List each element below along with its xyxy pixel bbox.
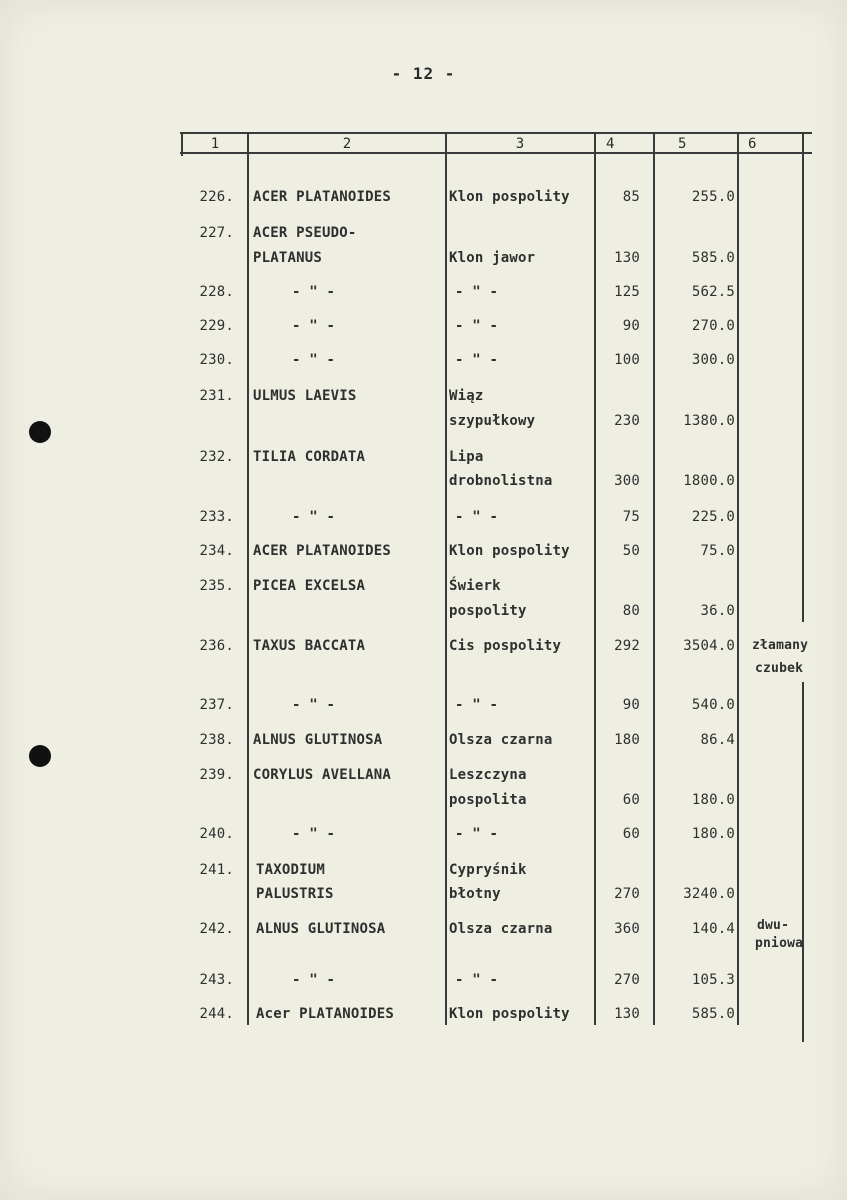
latin-name: TAXODIUM (256, 862, 326, 878)
value-col5: 540.0 (691, 697, 735, 713)
ditto-mark: - " - (292, 972, 336, 988)
value-col5: 75.0 (700, 543, 735, 559)
row-number: 242. (199, 921, 234, 937)
polish-name: Cis pospolity (449, 638, 562, 654)
remark-line2: czubek (755, 661, 804, 676)
polish-name: Klon pospolity (449, 189, 570, 205)
ditto-mark: - " - (292, 826, 336, 842)
column-rule (802, 132, 804, 622)
latin-name: ACER PSEUDO- (253, 225, 357, 241)
value-col4: 75 (622, 509, 640, 525)
value-col4: 270 (614, 972, 640, 988)
row-number: 236. (199, 638, 234, 654)
latin-name: ALNUS GLUTINOSA (253, 732, 383, 748)
polish-name-line2: błotny (449, 886, 501, 902)
ditto-mark: - " - (292, 352, 336, 368)
table-header-rule (180, 152, 812, 154)
column-header-5: 5 (678, 136, 687, 152)
column-header-6: 6 (748, 136, 757, 152)
ditto-mark: - " - (455, 509, 499, 525)
value-col5: 225.0 (691, 509, 735, 525)
polish-name: Leszczyna (449, 767, 527, 783)
value-col5: 562.5 (691, 284, 735, 300)
polish-name-line2: drobnolistna (449, 473, 553, 489)
column-rule (802, 682, 804, 1042)
value-col4: 125 (614, 284, 640, 300)
remark-line2: pniowa (755, 936, 804, 951)
value-col5: 3240.0 (683, 886, 735, 902)
remark: dwu- (757, 918, 790, 933)
value-col4: 300 (614, 473, 640, 489)
row-number: 244. (199, 1006, 234, 1022)
value-col4: 60 (622, 792, 640, 808)
latin-name: ULMUS LAEVIS (253, 388, 357, 404)
value-col5: 300.0 (691, 352, 735, 368)
ditto-mark: - " - (455, 972, 499, 988)
polish-name: Cypryśnik (449, 862, 527, 878)
value-col5: 270.0 (691, 318, 735, 334)
ditto-mark: - " - (455, 826, 499, 842)
row-number: 240. (199, 826, 234, 842)
value-col5: 140.4 (691, 921, 735, 937)
latin-name: PICEA EXCELSA (253, 578, 366, 594)
column-rule (594, 132, 596, 1025)
polish-name-line2: pospolity (449, 603, 527, 619)
ditto-mark: - " - (455, 697, 499, 713)
latin-name: Acer PLATANOIDES (256, 1006, 395, 1022)
latin-name: TILIA CORDATA (253, 449, 366, 465)
row-number: 238. (199, 732, 234, 748)
polish-name: Wiąz (449, 388, 484, 404)
table-top-rule (180, 132, 812, 134)
latin-name: CORYLUS AVELLANA (253, 767, 392, 783)
column-header-2: 2 (342, 136, 352, 152)
ditto-mark: - " - (455, 284, 499, 300)
value-col4: 230 (614, 413, 640, 429)
ditto-mark: - " - (455, 352, 499, 368)
polish-name: Klon jawor (449, 250, 536, 266)
ditto-mark: - " - (292, 318, 336, 334)
value-col4: 292 (614, 638, 640, 654)
value-col4: 180 (614, 732, 640, 748)
polish-name-line2: szypułkowy (449, 413, 536, 429)
column-header-3: 3 (515, 136, 525, 152)
remark: złamany (752, 638, 809, 653)
latin-name: TAXUS BACCATA (253, 638, 366, 654)
column-header-4: 4 (606, 136, 615, 152)
value-col4: 85 (622, 189, 640, 205)
value-col4: 80 (622, 603, 640, 619)
row-number: 234. (199, 543, 234, 559)
latin-name-line2: PLATANUS (253, 250, 323, 266)
polish-name: Klon pospolity (449, 543, 570, 559)
column-rule (737, 132, 739, 1025)
page-number: - 12 - (391, 64, 456, 83)
value-col5: 105.3 (691, 972, 735, 988)
polish-name: Klon pospolity (449, 1006, 570, 1022)
value-col5: 36.0 (700, 603, 735, 619)
value-col5: 3504.0 (683, 638, 735, 654)
ditto-mark: - " - (292, 697, 336, 713)
value-col5: 585.0 (691, 250, 735, 266)
row-number: 226. (199, 189, 234, 205)
ditto-mark: - " - (455, 318, 499, 334)
row-number: 237. (199, 697, 234, 713)
polish-name: Świerk (449, 578, 501, 594)
row-number: 235. (199, 578, 234, 594)
value-col4: 130 (614, 1006, 640, 1022)
row-number: 233. (199, 509, 234, 525)
ditto-mark: - " - (292, 509, 336, 525)
row-number: 229. (199, 318, 234, 334)
value-col4: 100 (614, 352, 640, 368)
row-number: 230. (199, 352, 234, 368)
polish-name: Olsza czarna (449, 921, 553, 937)
latin-name: ACER PLATANOIDES (253, 189, 392, 205)
polish-name: Olsza czarna (449, 732, 553, 748)
latin-name-line2: PALUSTRIS (256, 886, 334, 902)
column-rule (445, 132, 447, 1025)
value-col5: 585.0 (691, 1006, 735, 1022)
row-number: 239. (199, 767, 234, 783)
row-number: 241. (199, 862, 234, 878)
value-col4: 60 (622, 826, 640, 842)
column-header-1: 1 (210, 136, 220, 152)
ditto-mark: - " - (292, 284, 336, 300)
row-number: 231. (199, 388, 234, 404)
column-rule (247, 132, 249, 1025)
polish-name-line2: pospolita (449, 792, 527, 808)
row-number: 227. (199, 225, 234, 241)
value-col4: 360 (614, 921, 640, 937)
value-col4: 90 (622, 697, 640, 713)
value-col5: 180.0 (691, 826, 735, 842)
punch-hole (29, 421, 51, 443)
value-col4: 90 (622, 318, 640, 334)
value-col5: 1380.0 (683, 413, 735, 429)
punch-hole (29, 745, 51, 767)
polish-name: Lipa (449, 449, 484, 465)
row-number: 243. (199, 972, 234, 988)
value-col5: 86.4 (700, 732, 735, 748)
value-col5: 180.0 (691, 792, 735, 808)
value-col5: 1800.0 (683, 473, 735, 489)
value-col5: 255.0 (691, 189, 735, 205)
row-number: 232. (199, 449, 234, 465)
value-col4: 270 (614, 886, 640, 902)
row-number: 228. (199, 284, 234, 300)
latin-name: ACER PLATANOIDES (253, 543, 392, 559)
column-rule (181, 132, 183, 156)
value-col4: 130 (614, 250, 640, 266)
value-col4: 50 (622, 543, 640, 559)
latin-name: ALNUS GLUTINOSA (256, 921, 386, 937)
